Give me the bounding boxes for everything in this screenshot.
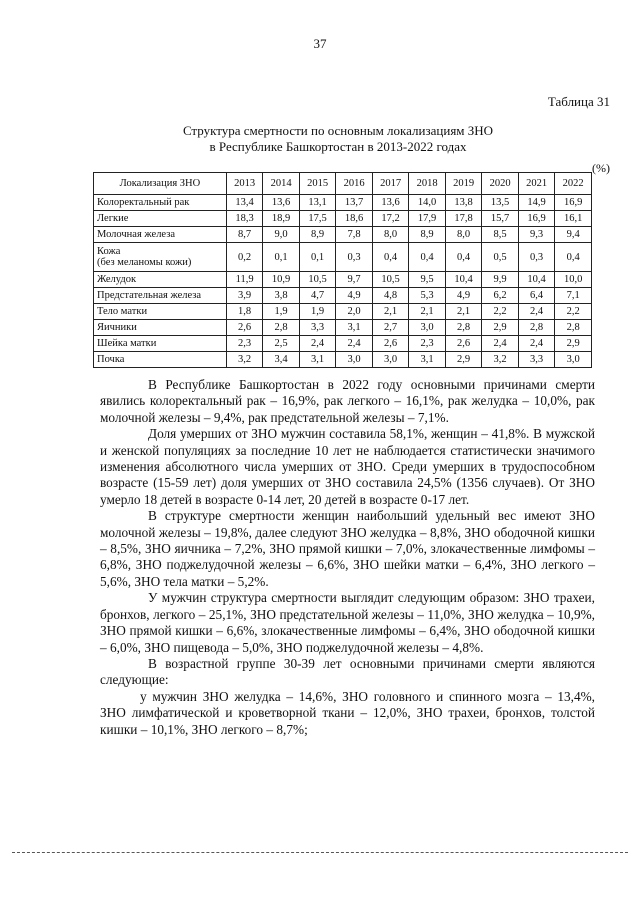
table-cell: 2,8 xyxy=(445,320,482,336)
table-cell: 2,8 xyxy=(555,320,592,336)
table-cell: 10,0 xyxy=(555,272,592,288)
row-label: Шейка матки xyxy=(94,336,227,352)
table-cell: 9,0 xyxy=(263,227,300,243)
table-title-line-2: в Республике Башкортостан в 2013-2022 годах xyxy=(209,139,467,154)
table-cell: 3,2 xyxy=(226,352,263,368)
row-label: Легкие xyxy=(94,211,227,227)
table-cell: 2,8 xyxy=(263,320,300,336)
table-cell: 2,4 xyxy=(518,336,555,352)
table-row xyxy=(94,352,592,368)
table-cell: 3,1 xyxy=(336,320,373,336)
table-cell: 3,3 xyxy=(299,320,336,336)
table-row xyxy=(94,288,592,304)
table-cell: 8,0 xyxy=(372,227,409,243)
table-row xyxy=(94,243,592,272)
header-year: 2016 xyxy=(336,173,373,195)
table-cell: 17,2 xyxy=(372,211,409,227)
header-year: 2020 xyxy=(482,173,519,195)
table-cell: 17,9 xyxy=(409,211,446,227)
table-cell: 0,4 xyxy=(445,243,482,272)
table-cell: 7,8 xyxy=(336,227,373,243)
table-cell: 8,9 xyxy=(299,227,336,243)
header-year: 2015 xyxy=(299,173,336,195)
table-cell: 0,4 xyxy=(555,243,592,272)
table-cell: 2,9 xyxy=(482,320,519,336)
table-cell: 9,9 xyxy=(482,272,519,288)
table-cell: 17,5 xyxy=(299,211,336,227)
units-label: (%) xyxy=(592,161,610,175)
table-cell: 9,7 xyxy=(336,272,373,288)
table-cell: 10,5 xyxy=(372,272,409,288)
table-cell: 7,1 xyxy=(555,288,592,304)
table-cell: 14,0 xyxy=(409,195,446,211)
table-cell: 9,5 xyxy=(409,272,446,288)
row-label: Яичники xyxy=(94,320,227,336)
table-cell: 2,8 xyxy=(518,320,555,336)
page-number: 37 xyxy=(313,36,327,51)
table-cell: 14,9 xyxy=(518,195,555,211)
table-cell: 4,8 xyxy=(372,288,409,304)
table-cell: 8,5 xyxy=(482,227,519,243)
paragraph: У мужчин структура смертности выглядит следующим образом: ЗНО трахеи, бронхов, легкого – 25,1%, ЗНО предстательной железы – 11,0%, ЗНО желудка – 10,9%, ЗНО прямой кишки – 6,6%, злокачественные лимфомы – 6,4%, ЗНО ободочной кишки – 6,0%, ЗНО пищевода – 5,0%, ЗНО поджелудочной железы – 4,8%. xyxy=(100,590,595,655)
table-cell: 17,8 xyxy=(445,211,482,227)
paragraph: Доля умерших от ЗНО мужчин составила 58,1%, женщин – 41,8%. В мужской и женской популяциях за последние 10 лет не наблюдается статистически значимого изменения абсолютного числа умерших от ЗНО. Среди умерших в трудоспособном возрасте (15-59 лет) доля умерших от ЗНО составила 24,5% (1356 случаев). От ЗНО умерло 18 детей в возрасте 0-14 лет, 20 детей в возрасте 0-17 лет. xyxy=(100,426,595,507)
paragraph: В Республике Башкортостан в 2022 году основными причинами смерти явились колоректальный рак – 16,9%, рак легкого – 16,1%, рак желудка – 10,0%, рак молочной железы – 9,4%, рак предстательной железы – 7,1%. xyxy=(100,377,595,425)
table-cell: 13,7 xyxy=(336,195,373,211)
table-cell: 8,7 xyxy=(226,227,263,243)
header-year: 2013 xyxy=(226,173,263,195)
table-row xyxy=(94,272,592,288)
header-year: 2018 xyxy=(409,173,446,195)
table-body xyxy=(94,195,592,368)
table-cell: 10,9 xyxy=(263,272,300,288)
table-cell: 0,4 xyxy=(409,243,446,272)
table-cell: 3,0 xyxy=(555,352,592,368)
table-cell: 2,1 xyxy=(409,304,446,320)
table-cell: 10,4 xyxy=(445,272,482,288)
table-cell: 6,4 xyxy=(518,288,555,304)
row-label: Колоректальный рак xyxy=(94,195,227,211)
table-cell: 2,4 xyxy=(299,336,336,352)
table-cell: 2,4 xyxy=(482,336,519,352)
footer-divider xyxy=(12,852,628,853)
row-label: Предстательная железа xyxy=(94,288,227,304)
table-cell: 6,2 xyxy=(482,288,519,304)
table-cell: 9,3 xyxy=(518,227,555,243)
header-year: 2022 xyxy=(555,173,592,195)
header-year: 2014 xyxy=(263,173,300,195)
header-year: 2019 xyxy=(445,173,482,195)
table-cell: 13,6 xyxy=(263,195,300,211)
table-cell: 0,3 xyxy=(336,243,373,272)
mortality-structure-table xyxy=(93,172,592,368)
table-cell: 3,1 xyxy=(299,352,336,368)
table-cell: 3,2 xyxy=(482,352,519,368)
table-title xyxy=(0,123,640,155)
table-cell: 3,0 xyxy=(409,320,446,336)
table-cell: 3,3 xyxy=(518,352,555,368)
table-cell: 13,6 xyxy=(372,195,409,211)
table-cell: 18,9 xyxy=(263,211,300,227)
table-cell: 18,3 xyxy=(226,211,263,227)
table-cell: 10,5 xyxy=(299,272,336,288)
table-cell: 13,5 xyxy=(482,195,519,211)
table-cell: 13,8 xyxy=(445,195,482,211)
row-label: Желудок xyxy=(94,272,227,288)
body-text xyxy=(100,377,595,738)
table-row xyxy=(94,195,592,211)
table-cell: 0,1 xyxy=(299,243,336,272)
table-cell: 16,9 xyxy=(555,195,592,211)
table-cell: 9,4 xyxy=(555,227,592,243)
table-cell: 16,1 xyxy=(555,211,592,227)
table-cell: 4,9 xyxy=(336,288,373,304)
table-cell: 10,4 xyxy=(518,272,555,288)
header-localization: Локализация ЗНО xyxy=(94,173,227,195)
row-label: Кожа (без меланомы кожи) xyxy=(94,243,227,272)
table-cell: 2,7 xyxy=(372,320,409,336)
table-cell: 13,1 xyxy=(299,195,336,211)
table-cell: 0,5 xyxy=(482,243,519,272)
table-cell: 8,0 xyxy=(445,227,482,243)
table-cell: 2,5 xyxy=(263,336,300,352)
table-cell: 3,4 xyxy=(263,352,300,368)
table-cell: 3,9 xyxy=(226,288,263,304)
table-cell: 3,0 xyxy=(336,352,373,368)
table-cell: 2,6 xyxy=(372,336,409,352)
paragraph-list-item: у мужчин ЗНО желудка – 14,6%, ЗНО головного и спинного мозга – 13,4%, ЗНО лимфатической и кроветворной ткани – 12,0%, ЗНО трахеи, бронхов, толстой кишки – 10,1%, ЗНО легкого – 8,7%; xyxy=(100,688,595,737)
table-row xyxy=(94,320,592,336)
table-cell: 15,7 xyxy=(482,211,519,227)
table-cell: 0,2 xyxy=(226,243,263,272)
table-cell: 3,1 xyxy=(409,352,446,368)
table-cell: 2,0 xyxy=(336,304,373,320)
table-cell: 0,3 xyxy=(518,243,555,272)
header-year: 2021 xyxy=(518,173,555,195)
table-cell: 16,9 xyxy=(518,211,555,227)
table-cell: 3,8 xyxy=(263,288,300,304)
row-label: Тело матки xyxy=(94,304,227,320)
table-cell: 18,6 xyxy=(336,211,373,227)
table-cell: 2,6 xyxy=(445,336,482,352)
table-row xyxy=(94,304,592,320)
table-cell: 4,9 xyxy=(445,288,482,304)
table-cell: 2,2 xyxy=(555,304,592,320)
table-row xyxy=(94,211,592,227)
table-cell: 1,9 xyxy=(299,304,336,320)
table-cell: 8,9 xyxy=(409,227,446,243)
table-cell: 0,4 xyxy=(372,243,409,272)
table-label: Таблица 31 xyxy=(547,94,610,109)
row-label: Молочная железа xyxy=(94,227,227,243)
table-cell: 0,1 xyxy=(263,243,300,272)
paragraph: В структуре смертности женщин наибольший удельный вес имеют ЗНО молочной железы – 19,8%, далее следуют ЗНО желудка – 8,8%, ЗНО ободочной кишки – 8,5%, ЗНО яичника – 7,2%, ЗНО прямой кишки – 7,0%, злокачественные лимфомы – 6,8%, ЗНО поджелудочной железы – 6,6%, ЗНО шейки матки – 6,4%, ЗНО легкого – 5,6%, ЗНО тела матки – 5,2%. xyxy=(100,508,595,589)
table-cell: 2,9 xyxy=(445,352,482,368)
table-cell: 2,3 xyxy=(226,336,263,352)
table-cell: 2,2 xyxy=(482,304,519,320)
table-cell: 2,1 xyxy=(445,304,482,320)
table-cell: 1,9 xyxy=(263,304,300,320)
table-header-row xyxy=(94,173,592,195)
table-row xyxy=(94,227,592,243)
table-cell: 2,4 xyxy=(518,304,555,320)
table-cell: 2,6 xyxy=(226,320,263,336)
table-cell: 2,3 xyxy=(409,336,446,352)
header-year: 2017 xyxy=(372,173,409,195)
row-label: Почка xyxy=(94,352,227,368)
table-title-line-1: Структура смертности по основным локализациям ЗНО xyxy=(182,123,494,138)
table-cell: 2,9 xyxy=(555,336,592,352)
table-cell: 2,4 xyxy=(336,336,373,352)
table-cell: 5,3 xyxy=(409,288,446,304)
paragraph: В возрастной группе 30-39 лет основными причинами смерти являются следующие: xyxy=(100,655,595,688)
table-row xyxy=(94,336,592,352)
table-cell: 1,8 xyxy=(226,304,263,320)
table-cell: 13,4 xyxy=(226,195,263,211)
table-cell: 4,7 xyxy=(299,288,336,304)
table-cell: 2,1 xyxy=(372,304,409,320)
table-cell: 11,9 xyxy=(226,272,263,288)
table-cell: 3,0 xyxy=(372,352,409,368)
